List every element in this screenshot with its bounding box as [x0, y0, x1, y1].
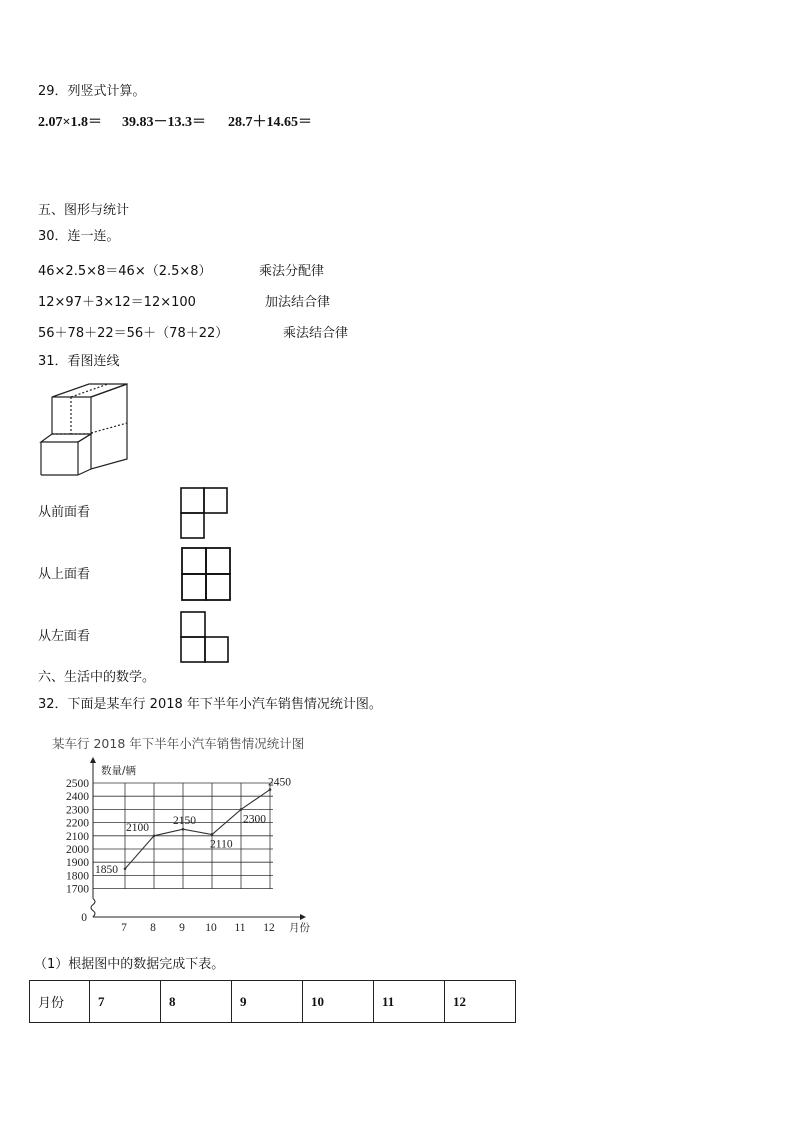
table-row	[30, 981, 516, 1023]
y-tick-label: 2300	[66, 804, 89, 817]
q31-title: 31．看图连线	[38, 354, 120, 369]
q29-expr-2: 39.83－13.3＝	[122, 115, 206, 130]
y-axis-arrow	[90, 757, 96, 763]
data-label: 2150	[173, 815, 196, 828]
y-tick-label: 2200	[66, 817, 89, 830]
q32-title: 32．下面是某车行 2018 年下半年小汽车销售情况统计图。	[38, 697, 382, 712]
axis-break-mark	[91, 899, 95, 917]
y-tick-label: 2100	[66, 830, 89, 843]
x-tick-label: 9	[179, 922, 185, 934]
view-front-shape[interactable]	[180, 487, 230, 543]
view-top-label: 从上面看	[38, 567, 91, 582]
y-tick-label: 2400	[66, 791, 89, 804]
chart-title: 某车行 2018 年下半年小汽车销售情况统计图	[52, 736, 305, 751]
x-tick-label: 11	[234, 922, 246, 934]
q30-law-3: 乘法结合律	[283, 326, 349, 341]
x-tick-label: 8	[150, 922, 156, 934]
data-point	[124, 868, 127, 871]
table-cell-month-11[interactable]: 11	[374, 981, 445, 1023]
view-top-shape[interactable]	[181, 547, 233, 603]
month-table	[29, 980, 516, 1023]
table-cell-month-9[interactable]: 9	[232, 981, 303, 1023]
q29-expr-1: 2.07×1.8＝	[38, 115, 102, 130]
table-cell-header: 月份	[30, 981, 90, 1023]
data-label: 2100	[126, 821, 149, 834]
view-left-shape[interactable]	[180, 611, 232, 667]
x-tick-label: 12	[263, 922, 275, 934]
q30-title: 30．连一连。	[38, 229, 120, 244]
q30-law-1: 乘法分配律	[259, 264, 325, 279]
y-tick-label: 0	[81, 912, 87, 924]
data-point	[240, 808, 243, 811]
data-point	[211, 833, 214, 836]
q30-equation-2: 12×97＋3×12＝12×100	[38, 295, 196, 310]
x-axis-title: 月份	[289, 922, 310, 934]
data-label: 2450	[268, 776, 291, 789]
data-label: 2110	[210, 838, 233, 851]
y-axis-title: 数量/辆	[101, 765, 137, 777]
sales-line-chart	[48, 733, 348, 943]
view-front-label: 从前面看	[38, 505, 91, 520]
section6-title: 六、生活中的数学。	[38, 670, 156, 685]
y-tick-label: 1700	[66, 883, 89, 896]
table-cell-month-8[interactable]: 8	[161, 981, 232, 1023]
table-cell-month-7[interactable]: 7	[90, 981, 161, 1023]
cube-stack-figure	[36, 380, 136, 480]
x-tick-label: 10	[205, 922, 217, 934]
data-point	[153, 835, 156, 838]
y-tick-label: 2000	[66, 844, 89, 856]
view-left-label: 从左面看	[38, 629, 91, 644]
q32-sub1: （1）根据图中的数据完成下表。	[34, 957, 225, 972]
data-label: 2300	[243, 813, 266, 826]
q30-equation-3: 56＋78＋22＝56＋（78＋22）	[38, 326, 229, 341]
y-tick-label: 2500	[66, 778, 89, 790]
section5-title: 五、图形与统计	[38, 203, 130, 218]
table-cell-month-10[interactable]: 10	[303, 981, 374, 1023]
y-tick-label: 1900	[66, 857, 89, 870]
data-point	[182, 828, 185, 831]
q30-equation-1: 46×2.5×8＝46×（2.5×8）	[38, 264, 212, 279]
q29-expr-3: 28.7＋14.65＝	[228, 115, 312, 130]
data-point	[269, 788, 272, 791]
y-tick-label: 1800	[66, 870, 89, 883]
table-cell-month-12[interactable]: 12	[445, 981, 516, 1023]
x-tick-label: 7	[121, 922, 127, 934]
q29-title: 29．列竖式计算。	[38, 84, 146, 99]
q30-law-2: 加法结合律	[265, 295, 331, 310]
x-axis-arrow	[300, 914, 306, 920]
data-label: 1850	[95, 863, 118, 876]
